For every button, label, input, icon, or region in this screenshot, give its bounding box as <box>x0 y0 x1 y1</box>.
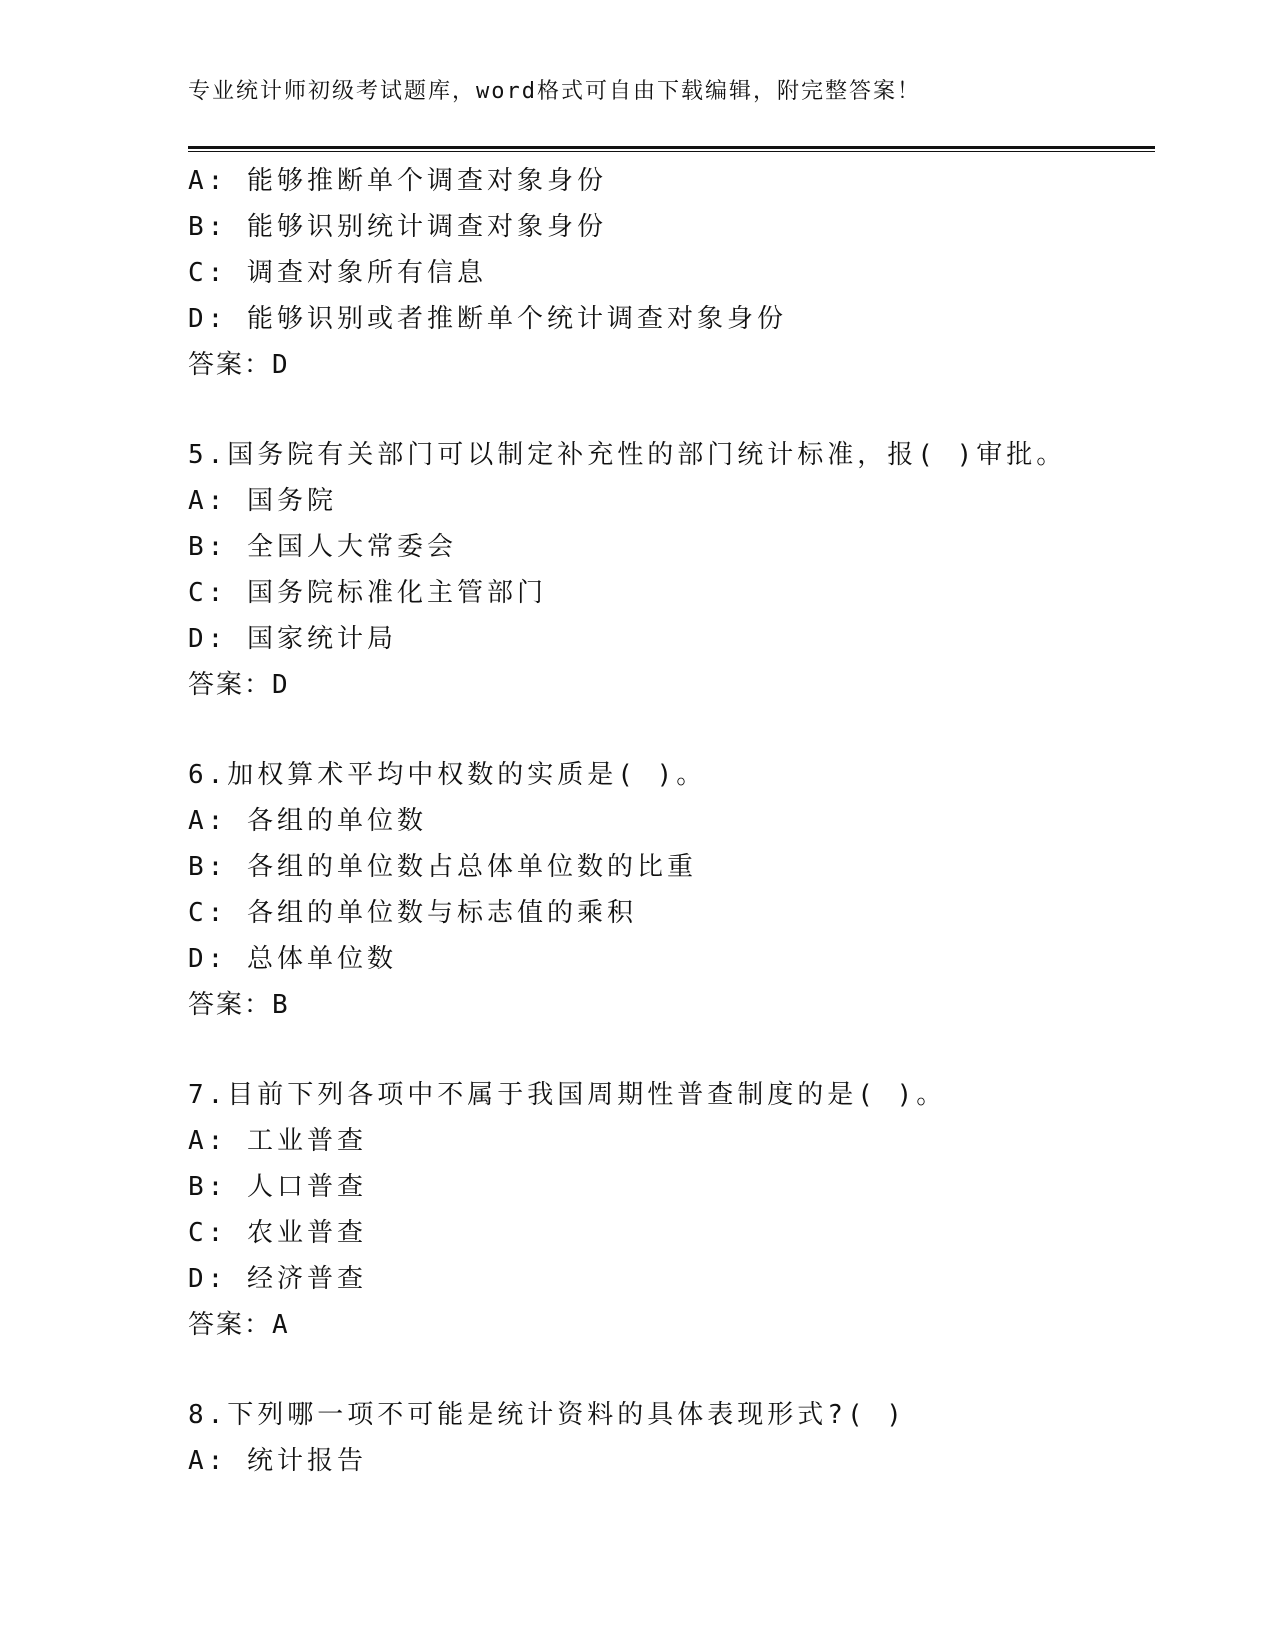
question-stem: 5.国务院有关部门可以制定补充性的部门统计标准，报( )审批。 <box>188 440 1067 470</box>
answer-value: B <box>272 990 290 1020</box>
answer-value: A <box>272 1310 290 1340</box>
question-block <box>188 1392 1155 1484</box>
question-block <box>188 432 1155 708</box>
answer-value: D <box>272 350 290 380</box>
answer-label: 答案： <box>188 350 273 380</box>
answer-line <box>188 982 1155 1028</box>
option-c: C: 国务院标准化主管部门 <box>188 578 547 608</box>
header-rule-thin <box>188 151 1155 152</box>
option-a: A: 统计报告 <box>188 1446 367 1476</box>
question-block <box>188 158 1155 388</box>
option-a: A: 国务院 <box>188 486 337 516</box>
option-d: D: 能够识别或者推断单个统计调查对象身份 <box>188 304 787 334</box>
option-a: A: 能够推断单个调查对象身份 <box>188 166 607 196</box>
answer-value: D <box>272 670 290 700</box>
question-block <box>188 752 1155 1028</box>
option-b: B: 能够识别统计调查对象身份 <box>188 212 607 242</box>
question-stem: 8.下列哪一项不可能是统计资料的具体表现形式?( ) <box>188 1400 906 1430</box>
option-d: D: 总体单位数 <box>188 944 397 974</box>
answer-label: 答案： <box>188 670 273 700</box>
option-a: A: 各组的单位数 <box>188 806 427 836</box>
option-a: A: 工业普查 <box>188 1126 367 1156</box>
option-b: B: 各组的单位数占总体单位数的比重 <box>188 852 697 882</box>
page-header: 专业统计师初级考试题库，word格式可自由下载编辑，附完整答案！ <box>188 79 921 104</box>
question-stem: 6.加权算术平均中权数的实质是( )。 <box>188 760 707 790</box>
answer-line <box>188 342 1155 388</box>
answer-label: 答案： <box>188 1310 273 1340</box>
option-c: C: 农业普查 <box>188 1218 367 1248</box>
option-b: B: 全国人大常委会 <box>188 532 457 562</box>
option-b: B: 人口普查 <box>188 1172 367 1202</box>
answer-line <box>188 1302 1155 1348</box>
answer-line <box>188 662 1155 708</box>
option-d: D: 经济普查 <box>188 1264 367 1294</box>
option-c: C: 各组的单位数与标志值的乘积 <box>188 898 637 928</box>
question-list <box>188 158 1155 1484</box>
option-d: D: 国家统计局 <box>188 624 397 654</box>
answer-label: 答案： <box>188 990 273 1020</box>
option-c: C: 调查对象所有信息 <box>188 258 487 288</box>
header-rule-thick <box>188 146 1155 149</box>
question-stem: 7.目前下列各项中不属于我国周期性普查制度的是( )。 <box>188 1080 947 1110</box>
question-block <box>188 1072 1155 1348</box>
